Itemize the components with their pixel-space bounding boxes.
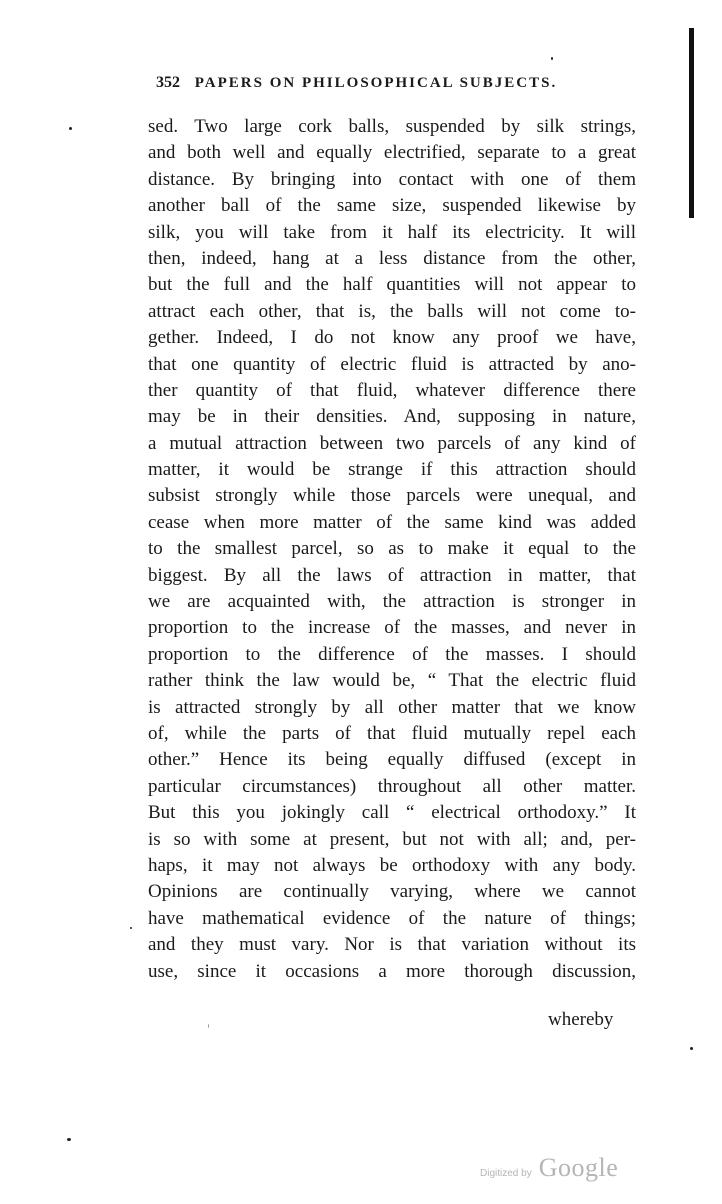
text-line: ther quantity of that fluid, whatever difference there: [148, 379, 636, 401]
text-line: distance. By bringing into contact with one of them: [148, 168, 636, 190]
scan-speck: [208, 1024, 209, 1028]
text-line: Opinions are continually varying, where we cannot: [148, 881, 636, 903]
text-line: have mathematical evidence of the nature of things;: [148, 907, 636, 929]
text-line: and they must vary. Nor is that variation without its: [148, 934, 636, 956]
text-line: haps, it may not always be orthodoxy with any body.: [148, 854, 636, 876]
watermark-brand: Google: [538, 1153, 619, 1182]
text-line: rather think the law would be, “ That the electric fluid: [148, 670, 636, 692]
text-line: to the smallest parcel, so as to make it equal to the: [148, 538, 636, 560]
text-line: biggest. By all the laws of attraction in matter, that: [148, 564, 636, 586]
text-line: another ball of the same size, suspended likewise by: [148, 195, 636, 217]
text-line: that one quantity of electric fluid is attracted by ano-: [148, 353, 636, 375]
page-edge-mark: [689, 28, 694, 218]
text-line: particular circumstances) throughout all other matter.: [148, 775, 636, 797]
text-line: gether. Indeed, I do not know any proof we have,: [148, 327, 636, 349]
page-number: 352: [156, 74, 180, 91]
text-line: subsist strongly while those parcels were unequal, and: [148, 485, 636, 507]
running-head: [156, 74, 596, 92]
text-line: proportion to the difference of the masses. I should: [148, 643, 636, 665]
text-line: is so with some at present, but not with all; and, per-: [148, 828, 636, 850]
scan-speck: [130, 927, 132, 929]
text-line: use, since it occasions a more thorough discussion,: [148, 960, 636, 982]
text-line: and both well and equally electrified, separate to a great: [148, 142, 636, 164]
running-title: PAPERS ON PHILOSOPHICAL SUBJECTS.: [194, 75, 558, 91]
text-line: a mutual attraction between two parcels of any kind of: [148, 432, 636, 454]
scan-speck: [69, 127, 72, 130]
catchword: whereby: [548, 1009, 614, 1030]
scan-speck: [551, 57, 553, 60]
text-line: other.” Hence its being equally diffused (except in: [148, 749, 636, 771]
text-line: cease when more matter of the same kind was added: [148, 511, 636, 533]
watermark-prefix: Digitized by: [480, 1168, 532, 1179]
scan-speck: [67, 1138, 71, 1141]
text-line: sed. Two large cork balls, suspended by silk strings,: [148, 116, 636, 137]
text-line: attract each other, that is, the balls will not come to-: [148, 300, 636, 322]
text-line: But this you jokingly call “ electrical orthodoxy.” It: [148, 802, 636, 824]
body-text: [148, 114, 636, 985]
scan-speck: [690, 1047, 693, 1050]
text-line: but the full and the half quantities will not appear to: [148, 274, 636, 296]
text-line: is attracted strongly by all other matter that we know: [148, 696, 636, 718]
digitizer-watermark: [480, 1153, 618, 1183]
text-line: proportion to the increase of the masses, and never in: [148, 617, 636, 639]
text-line: we are acquainted with, the attraction is stronger in: [148, 591, 636, 613]
text-line: then, indeed, hang at a less distance from the other,: [148, 247, 636, 269]
text-line: of, while the parts of that fluid mutually repel each: [148, 722, 636, 744]
text-line: silk, you will take from it half its electricity. It will: [148, 221, 636, 243]
text-line: matter, it would be strange if this attraction should: [148, 459, 636, 481]
text-line: may be in their densities. And, supposing in nature,: [148, 406, 636, 428]
